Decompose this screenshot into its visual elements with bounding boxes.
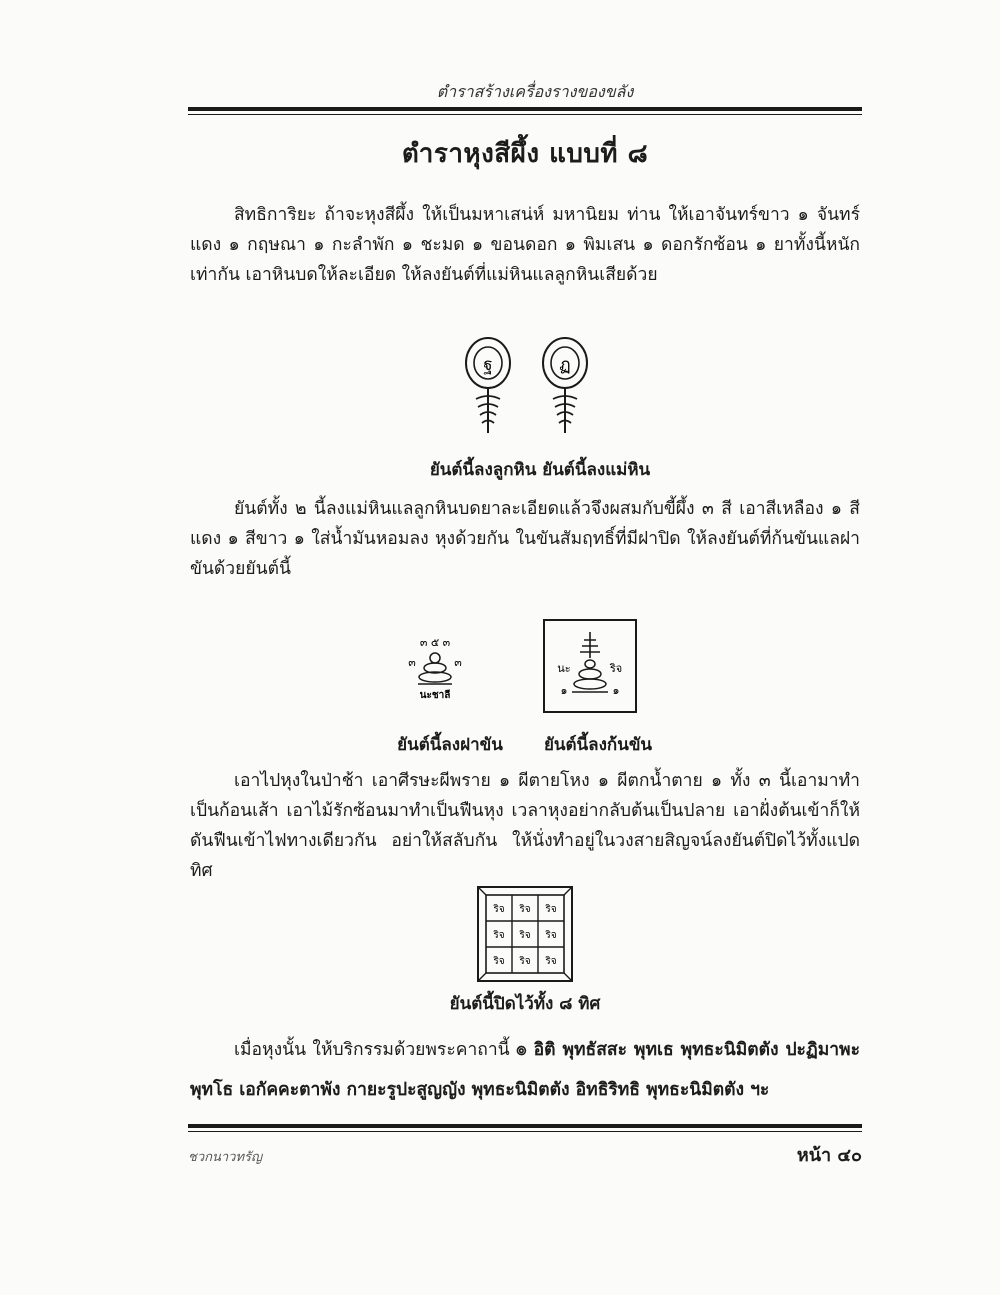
- caption-lid-yant: ยันต์นี้ลงฝาขัน: [397, 735, 503, 755]
- yant-mother-stone: [535, 333, 595, 438]
- caption-grid-yant: ยันต์นี้ปิดไว้ทั้ง ๘ ทิศ: [449, 994, 601, 1014]
- page-title: ตำราหุงสีผึ้ง แบบที่ ๘: [401, 139, 649, 169]
- footer-signature: ชวกนาวทรัญ: [188, 1150, 263, 1165]
- yant-grinding-stone: [458, 333, 518, 438]
- grid-cell: ริจ: [545, 930, 557, 941]
- base-yant-right: ริจ: [609, 662, 623, 675]
- running-header: ตำราสร้างเครื่องรางของขลัง: [436, 82, 634, 101]
- lid-yant-right: ๓: [454, 656, 462, 669]
- header-rule-thick: [188, 107, 862, 111]
- paragraph-2: ยันต์ทั้ง ๒ นี้ลงแม่หินแลลูกหินบดยาละเอียดแล้วจึงผสมกับขี้ผึ้ง ๓ สี เอาสีเหลือง ๑ สีแดง ๑ สีขาว ๑ ใส่น้ำมันหอมลง หุงด้วยกัน ในขันสัมฤทธิ์ที่มีฝาปิด ให้ลงยันต์ที่ก้นขันแลฝาขันด้วยยันต์นี้: [190, 499, 860, 579]
- paragraph-3: เอาไปหุงในป่าช้า เอาศีรษะผีพราย ๑ ผีตายโหง ๑ ผีตกน้ำตาย ๑ ทั้ง ๓ นี้เอามาทำเป็นก้อนเส้า เอาไม้รักซ้อนมาทำเป็นฟืนหุง เวลาหุงอย่ากลับต้นเป็นปลาย เอาฝั่งต้นเข้าก็ให้ดันฟืนเข้าไฟทางเดียวกัน อย่าให้สลับกัน ให้นั่งทำอยู่ในวงสายสิญจน์ลงยันต์ปิดไว้ทั้งแปดทิศ: [190, 771, 860, 881]
- caption-stone-yants: ยันต์นี้ลงลูกหิน ยันต์นี้ลงแม่หิน: [429, 460, 651, 480]
- grid-cell: ริจ: [493, 956, 505, 967]
- grid-cell: ริจ: [493, 930, 505, 941]
- paragraph-1: สิทธิการิยะ ถ้าจะหุงสีผึ้ง ให้เป็นมหาเสน่ห์ มหานิยม ท่าน ให้เอาจันทร์ขาว ๑ จันทร์แดง ๑ กฤษณา ๑ กะลำพัก ๑ ชะมด ๑ ขอนดอก ๑ พิมเสน ๑ ดอกรักซ้อน ๑ ยาทั้งนี้หนักเท่ากัน เอาหินบดให้ละเอียด ให้ลงยันต์ที่แม่หินแลลูกหินเสียด้วย: [190, 205, 860, 285]
- paragraph-4: [190, 1030, 860, 1110]
- grid-cell: ริจ: [519, 956, 531, 967]
- base-yant-left: นะ: [557, 662, 571, 675]
- footer-rule-thick: [188, 1124, 862, 1128]
- grid-cell: ริจ: [545, 956, 557, 967]
- grid-cell: ริจ: [519, 930, 531, 941]
- lid-yant-bottom: นะชาลี: [419, 690, 451, 700]
- base-yant-bottom-right: ๑: [612, 684, 620, 697]
- grid-cell: ริจ: [545, 904, 557, 915]
- yant-bowl-base: [542, 618, 638, 714]
- base-yant-bottom-left: ๑: [560, 684, 568, 697]
- grid-cell: ริจ: [493, 904, 505, 915]
- yant-eight-directions: [476, 885, 574, 983]
- paragraph-4-intro: เมื่อหุงนั้น ให้บริกรรมด้วยพระคาถานี้: [234, 1040, 517, 1060]
- lid-yant-top: ๓ ๕ ๓: [419, 636, 451, 649]
- incantation: ๏ อิติ พุทธัสสะ พุทเธ พุทธะนิมิตตัง ปะฏิมาพะ พุทโธ เอกัคคะตาพัง กายะรูปะสูญญัง พุทธะนิมิตตัง อิทธิริทธิ พุทธะนิมิตตัง ฯะ: [190, 1040, 860, 1100]
- yant1-letter: ฐ: [483, 355, 493, 375]
- footer-rule-thin: [188, 1131, 862, 1132]
- header-rule-thin: [188, 114, 862, 115]
- lid-yant-left: ๓: [408, 656, 416, 669]
- page-number: หน้า ๔๐: [796, 1145, 862, 1166]
- yant-bowl-lid: [404, 632, 466, 700]
- caption-base-yant: ยันต์นี้ลงก้นขัน: [543, 735, 653, 755]
- grid-cell: ริจ: [519, 904, 531, 915]
- yant2-letter: ฏ: [559, 355, 571, 375]
